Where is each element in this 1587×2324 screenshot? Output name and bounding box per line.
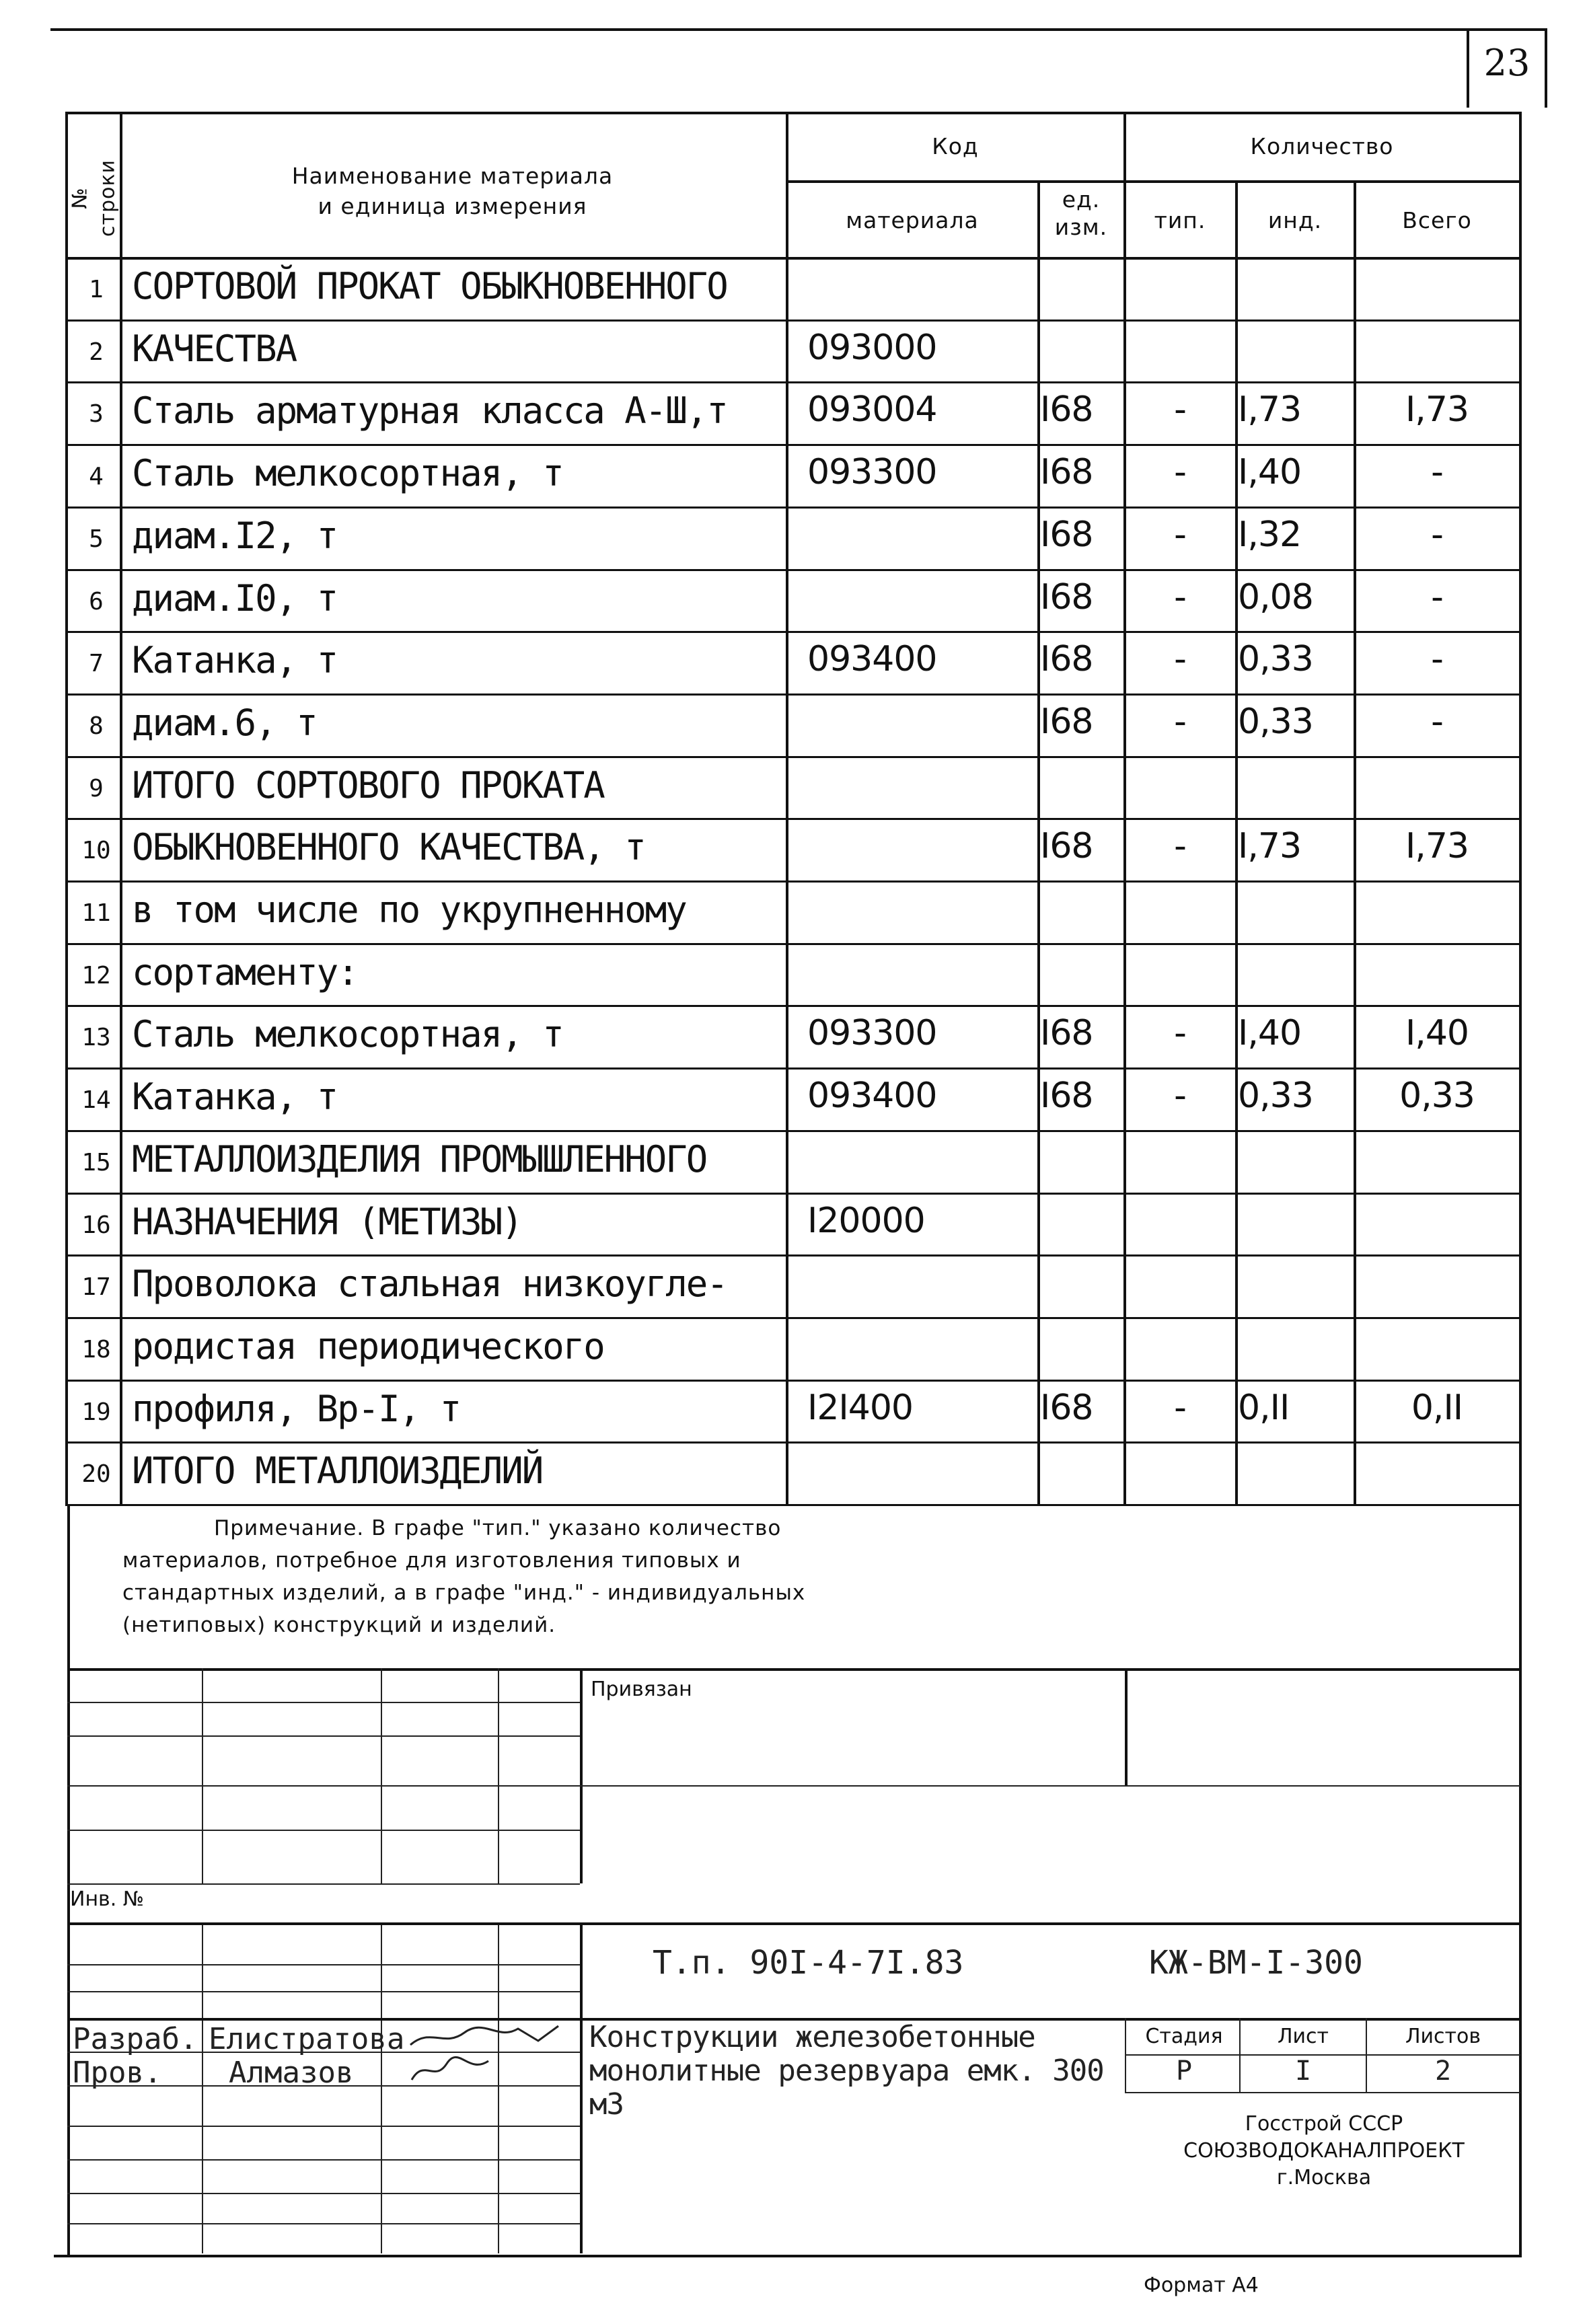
row-divider bbox=[65, 569, 1522, 571]
cell-ind: I,32 bbox=[1238, 515, 1302, 555]
row-divider bbox=[65, 1441, 1522, 1444]
row-number: 2 bbox=[89, 338, 104, 366]
grid-h-5 bbox=[67, 1883, 580, 1885]
cell-unit: I68 bbox=[1040, 1013, 1093, 1053]
cell-name: диам.I0, т bbox=[132, 577, 338, 620]
row-divider bbox=[65, 756, 1522, 758]
developer-signature-icon bbox=[404, 2021, 565, 2052]
project-title: Конструкции железобетонные монолитные резервуара емк. 300 м3 bbox=[589, 2020, 1104, 2122]
row-number: 11 bbox=[81, 899, 111, 927]
cell-total: I,73 bbox=[1405, 826, 1469, 866]
stamp-right bbox=[1519, 1504, 1522, 2257]
stage-label: Стадия bbox=[1145, 2025, 1223, 2048]
row-number: 10 bbox=[81, 837, 111, 864]
header-row-number: № строки bbox=[68, 159, 119, 237]
cell-code: 093300 bbox=[807, 452, 937, 492]
row-number: 17 bbox=[81, 1273, 111, 1301]
row-divider bbox=[65, 1504, 1522, 1506]
cell-typ: - bbox=[1174, 702, 1186, 742]
sheet-code: КЖ-ВМ-I-300 bbox=[1149, 1944, 1363, 1982]
grid-v-6 bbox=[381, 1924, 382, 2253]
row-divider bbox=[65, 381, 1522, 383]
cell-total: - bbox=[1431, 577, 1443, 617]
cell-typ: - bbox=[1174, 577, 1186, 617]
row-number: 19 bbox=[81, 1398, 111, 1426]
privyazan-label: Привязан bbox=[591, 1678, 692, 1701]
cell-name: ИТОГО СОРТОВОГО ПРОКАТА bbox=[132, 764, 604, 807]
row-divider bbox=[65, 507, 1522, 509]
cell-typ: - bbox=[1174, 452, 1186, 492]
row-number: 8 bbox=[89, 712, 104, 740]
cell-unit: I68 bbox=[1040, 577, 1093, 617]
stamp-bottom bbox=[54, 2255, 1522, 2257]
cell-typ: - bbox=[1174, 389, 1186, 430]
cell-code: I20000 bbox=[807, 1201, 925, 1241]
cell-typ: - bbox=[1174, 515, 1186, 555]
cell-unit: I68 bbox=[1040, 826, 1093, 866]
header-quantity: Количество bbox=[1250, 133, 1394, 159]
grid-v-4 bbox=[580, 1668, 583, 1883]
cell-total: 0,II bbox=[1411, 1388, 1463, 1428]
cell-typ: - bbox=[1174, 639, 1186, 679]
cell-name: ИТОГО МЕТАЛЛОИЗДЕЛИЙ bbox=[132, 1450, 543, 1492]
cell-unit: I68 bbox=[1040, 452, 1093, 492]
cell-unit: I68 bbox=[1040, 515, 1093, 555]
header-code: Код bbox=[932, 133, 979, 159]
grid-h-3 bbox=[67, 1785, 1520, 1787]
cell-unit: I68 bbox=[1040, 702, 1093, 742]
inventory-number-label: Инв. № bbox=[70, 1887, 145, 1911]
row-number: 4 bbox=[89, 463, 104, 490]
row-divider bbox=[65, 880, 1522, 883]
table-top-border bbox=[65, 112, 1522, 114]
cell-unit: I68 bbox=[1040, 1388, 1093, 1428]
cell-total: 0,33 bbox=[1399, 1076, 1475, 1116]
privyazan-divider bbox=[1125, 1668, 1128, 1787]
row-number: 14 bbox=[81, 1086, 111, 1114]
row-divider bbox=[65, 1380, 1522, 1382]
cell-ind: 0,08 bbox=[1238, 577, 1313, 617]
row-number: 3 bbox=[89, 400, 104, 428]
cell-name: диам.6, т bbox=[132, 702, 317, 744]
cell-total: I,73 bbox=[1405, 389, 1469, 430]
top-rule bbox=[50, 28, 1480, 31]
document-code: Т.п. 90I-4-7I.83 bbox=[653, 1944, 964, 1982]
row-divider bbox=[65, 1254, 1522, 1257]
cell-total: - bbox=[1431, 452, 1443, 492]
cell-name: Проволока стальная низкоугле- bbox=[132, 1263, 727, 1305]
cell-name: Сталь мелкосортная, т bbox=[132, 1013, 563, 1055]
header-code-unit: ед. изм. bbox=[1054, 186, 1108, 241]
row-divider bbox=[65, 1193, 1522, 1195]
paper-format: Формат А4 bbox=[1144, 2274, 1259, 2297]
sheets-label: Листов bbox=[1405, 2025, 1481, 2048]
cell-total: - bbox=[1431, 515, 1443, 555]
checker-role: Пров. bbox=[73, 2056, 162, 2090]
cell-ind: 0,33 bbox=[1238, 702, 1313, 742]
cell-name: СОРТОВОЙ ПРОКАТ ОБЫКНОВЕННОГО bbox=[132, 265, 727, 307]
cell-ind: 0,33 bbox=[1238, 639, 1313, 679]
cell-name: диам.I2, т bbox=[132, 515, 338, 557]
row-number: 6 bbox=[89, 588, 104, 615]
cell-name: родистая периодического bbox=[132, 1325, 604, 1367]
cell-code: 093000 bbox=[807, 328, 937, 368]
note-line-3: стандартных изделий, а в графе "инд." - индивидуальных bbox=[122, 1581, 806, 1605]
organization-line-2: СОЮЗВОДОКАНАЛПРОЕКТ bbox=[1183, 2139, 1465, 2163]
sheet-value: I bbox=[1294, 2056, 1312, 2087]
cell-name: сортаменту: bbox=[132, 951, 358, 994]
grid-h-12 bbox=[67, 2126, 580, 2127]
cell-name: в том числе по укрупненному bbox=[132, 889, 686, 931]
cell-name: профиля, Вр-I, т bbox=[132, 1388, 461, 1430]
stage-value: Р bbox=[1175, 2056, 1193, 2087]
cell-name: Катанка, т bbox=[132, 639, 338, 681]
row-divider bbox=[65, 694, 1522, 696]
cell-typ: - bbox=[1174, 1388, 1186, 1428]
page-number-box-top bbox=[1467, 28, 1547, 31]
page-number-box-right bbox=[1545, 28, 1547, 108]
row-number: 16 bbox=[81, 1211, 111, 1239]
checker-signature-icon bbox=[404, 2054, 498, 2085]
grid-h-4 bbox=[67, 1830, 580, 1831]
row-number: 7 bbox=[89, 650, 104, 677]
row-divider bbox=[65, 1005, 1522, 1007]
developer-role: Разраб. bbox=[73, 2022, 198, 2056]
row-number: 9 bbox=[89, 775, 104, 802]
organization-line-3: г.Москва bbox=[1276, 2166, 1372, 2189]
cell-code: 093004 bbox=[807, 389, 937, 430]
header-code-material: материала bbox=[846, 207, 979, 233]
cell-name: Катанка, т bbox=[132, 1076, 338, 1118]
row-divider bbox=[65, 320, 1522, 322]
grid-h-7 bbox=[67, 1964, 580, 1965]
cell-typ: - bbox=[1174, 1076, 1186, 1116]
cell-ind: 0,33 bbox=[1238, 1076, 1313, 1116]
grid-v-8 bbox=[580, 1924, 583, 2253]
row-divider bbox=[65, 631, 1522, 633]
cell-typ: - bbox=[1174, 826, 1186, 866]
cell-ind: I,73 bbox=[1238, 389, 1302, 430]
note-line-4: (нетиповых) конструкций и изделий. bbox=[122, 1613, 556, 1637]
grid-v-7 bbox=[498, 1924, 499, 2253]
header-qty-total: Всего bbox=[1402, 207, 1472, 233]
cell-ind: I,40 bbox=[1238, 452, 1302, 492]
grid-h-13 bbox=[67, 2159, 580, 2161]
grid-v-3 bbox=[498, 1668, 499, 1883]
grid-h-2 bbox=[67, 1735, 580, 1737]
row-number: 13 bbox=[81, 1024, 111, 1051]
row-divider bbox=[65, 943, 1522, 945]
grid-h-8 bbox=[67, 1991, 580, 1992]
developer-name: Елистратова bbox=[209, 2022, 405, 2056]
row-divider bbox=[65, 1317, 1522, 1319]
grid-h-14 bbox=[67, 2193, 580, 2194]
row-number: 18 bbox=[81, 1336, 111, 1363]
page-number: 23 bbox=[1483, 42, 1530, 84]
cell-total: - bbox=[1431, 639, 1443, 679]
sheets-value: 2 bbox=[1434, 2056, 1452, 2087]
row-number: 12 bbox=[81, 962, 111, 989]
row-number: 5 bbox=[89, 525, 104, 553]
cell-name: МЕТАЛЛОИЗДЕЛИЯ ПРОМЫШЛЕННОГО bbox=[132, 1138, 707, 1180]
cell-name: ОБЫКНОВЕННОГО КАЧЕСТВА, т bbox=[132, 826, 645, 868]
cell-name: Сталь мелкосортная, т bbox=[132, 452, 563, 494]
header-qty-typ: тип. bbox=[1154, 207, 1206, 233]
row-divider bbox=[65, 1067, 1522, 1070]
header-bottom-line bbox=[65, 257, 1522, 260]
header-qty-ind: инд. bbox=[1267, 207, 1323, 233]
row-number: 15 bbox=[81, 1149, 111, 1176]
cell-ind: I,73 bbox=[1238, 826, 1302, 866]
grid-h-15 bbox=[67, 2223, 580, 2224]
cell-ind: 0,II bbox=[1238, 1388, 1290, 1428]
stamp-left bbox=[67, 1504, 70, 2257]
row-number: 1 bbox=[89, 276, 104, 303]
cell-code: 093300 bbox=[807, 1013, 937, 1053]
cell-total: - bbox=[1431, 702, 1443, 742]
grid-h-1 bbox=[67, 1702, 580, 1703]
note-line-1: Примечание. В графе "тип." указано количество bbox=[214, 1516, 782, 1540]
cell-unit: I68 bbox=[1040, 1076, 1093, 1116]
cell-code: 093400 bbox=[807, 639, 937, 679]
row-divider bbox=[65, 1130, 1522, 1132]
checker-name: Алмазов bbox=[229, 2056, 354, 2090]
cell-code: 093400 bbox=[807, 1076, 937, 1116]
cell-ind: I,40 bbox=[1238, 1013, 1302, 1053]
cell-name: НАЗНАЧЕНИЯ (МЕТИЗЫ) bbox=[132, 1201, 522, 1243]
cell-name: КАЧЕСТВА bbox=[132, 328, 297, 370]
row-divider bbox=[65, 444, 1522, 446]
page-number-box-left bbox=[1467, 28, 1469, 108]
row-number: 20 bbox=[81, 1460, 111, 1488]
grid-h-6 bbox=[67, 1922, 1520, 1925]
grid-v-1 bbox=[202, 1668, 203, 1883]
stage-box-bottom bbox=[1125, 2092, 1520, 2093]
cell-unit: I68 bbox=[1040, 389, 1093, 430]
cell-total: I,40 bbox=[1405, 1013, 1469, 1053]
cell-typ: - bbox=[1174, 1013, 1186, 1053]
note-line-2: материалов, потребное для изготовления типовых и bbox=[122, 1548, 741, 1573]
cell-name: Сталь арматурная класса А-Ш,т bbox=[132, 389, 727, 432]
grid-v-2 bbox=[381, 1668, 382, 1883]
header-name: Наименование материала и единица измерения bbox=[291, 163, 614, 219]
header-split-line bbox=[786, 180, 1519, 183]
stamp-top bbox=[67, 1668, 1520, 1671]
cell-unit: I68 bbox=[1040, 639, 1093, 679]
grid-v-5 bbox=[202, 1924, 203, 2253]
cell-code: I2I400 bbox=[807, 1388, 914, 1428]
organization-line-1: Госстрой СССР bbox=[1245, 2112, 1403, 2136]
sheet-label: Лист bbox=[1277, 2025, 1329, 2048]
row-divider bbox=[65, 818, 1522, 820]
